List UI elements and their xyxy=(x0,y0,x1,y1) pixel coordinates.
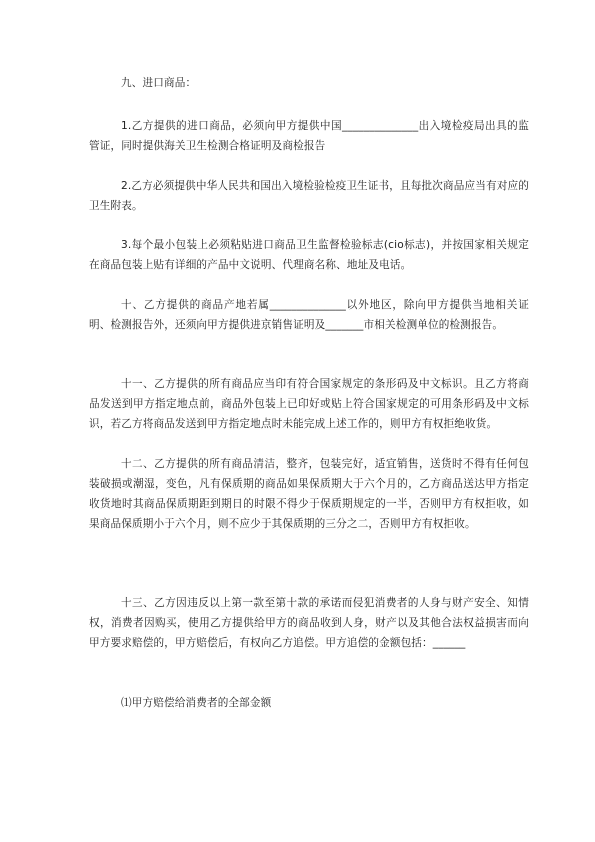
paragraph-cio-label: 3.每个最小包装上必须粘贴进口商品卫生监督检验标志(cio标志)，并按国家相关规定在商品包装上贴有详细的产品中文说明、代理商名称、地址及电话。 xyxy=(89,239,529,271)
paragraph-health-certificate: 2.乙方必须提供中华人民共和国出入境检验检疫卫生证书，且每批次商品应当有对应的卫生附表。 xyxy=(89,180,529,212)
section-heading: 九、进口商品： xyxy=(121,77,197,89)
paragraph-packaging-shelf-life: 十二、乙方提供的所有商品清洁，整齐，包装完好，适宜销售，送货时不得有任何包装破损或潮湿，变色，凡有保质期的商品如果保质期大于六个月的，乙方商品送达甲方指定收货地时其商品保质期距到期日的时限不得少于保质期规定的一半，否则甲方有权拒收，如果商品保质期小于六个月，则不应少于其保质期的三分之二，否则甲方有权拒收。 xyxy=(89,458,529,530)
list-item-compensation-amount: ⑴甲方赔偿给消费者的全部金额 xyxy=(121,697,272,709)
paragraph-barcode-label: 十一、乙方提供的所有商品应当印有符合国家规定的条形码及中文标识。且乙方将商品发送到甲方指定地点前，商品外包装上已印好或贴上符合国家规定的可用条形码及中文标识，若乙方将商品发送到甲方指定地点时未能完成上述工作的，则甲方有权拒绝收货。 xyxy=(89,378,529,430)
paragraph-origin-certificate: 十、乙方提供的商品产地若属______________以外地区，除向甲方提供当地相关证明、检测报告外，还须向甲方提供进京销售证明及_______市相关检测单位的检测报告。 xyxy=(89,299,529,331)
paragraph-import-certificate: 1.乙方提供的进口商品，必须向甲方提供中国______________出入境检疫局出具的监管证，同时提供海关卫生检测合格证明及商检报告 xyxy=(89,120,529,152)
paragraph-compensation: 十三、乙方因违反以上第一款至第十款的承诺而侵犯消费者的人身与财产安全、知情权，消费者因购买，使用乙方提供给甲方的商品收到人身，财产以及其他合法权益损害而向甲方要求赔偿的，甲方赔偿后，有权向乙方追偿。甲方追偿的金额包括：______ xyxy=(89,597,529,649)
